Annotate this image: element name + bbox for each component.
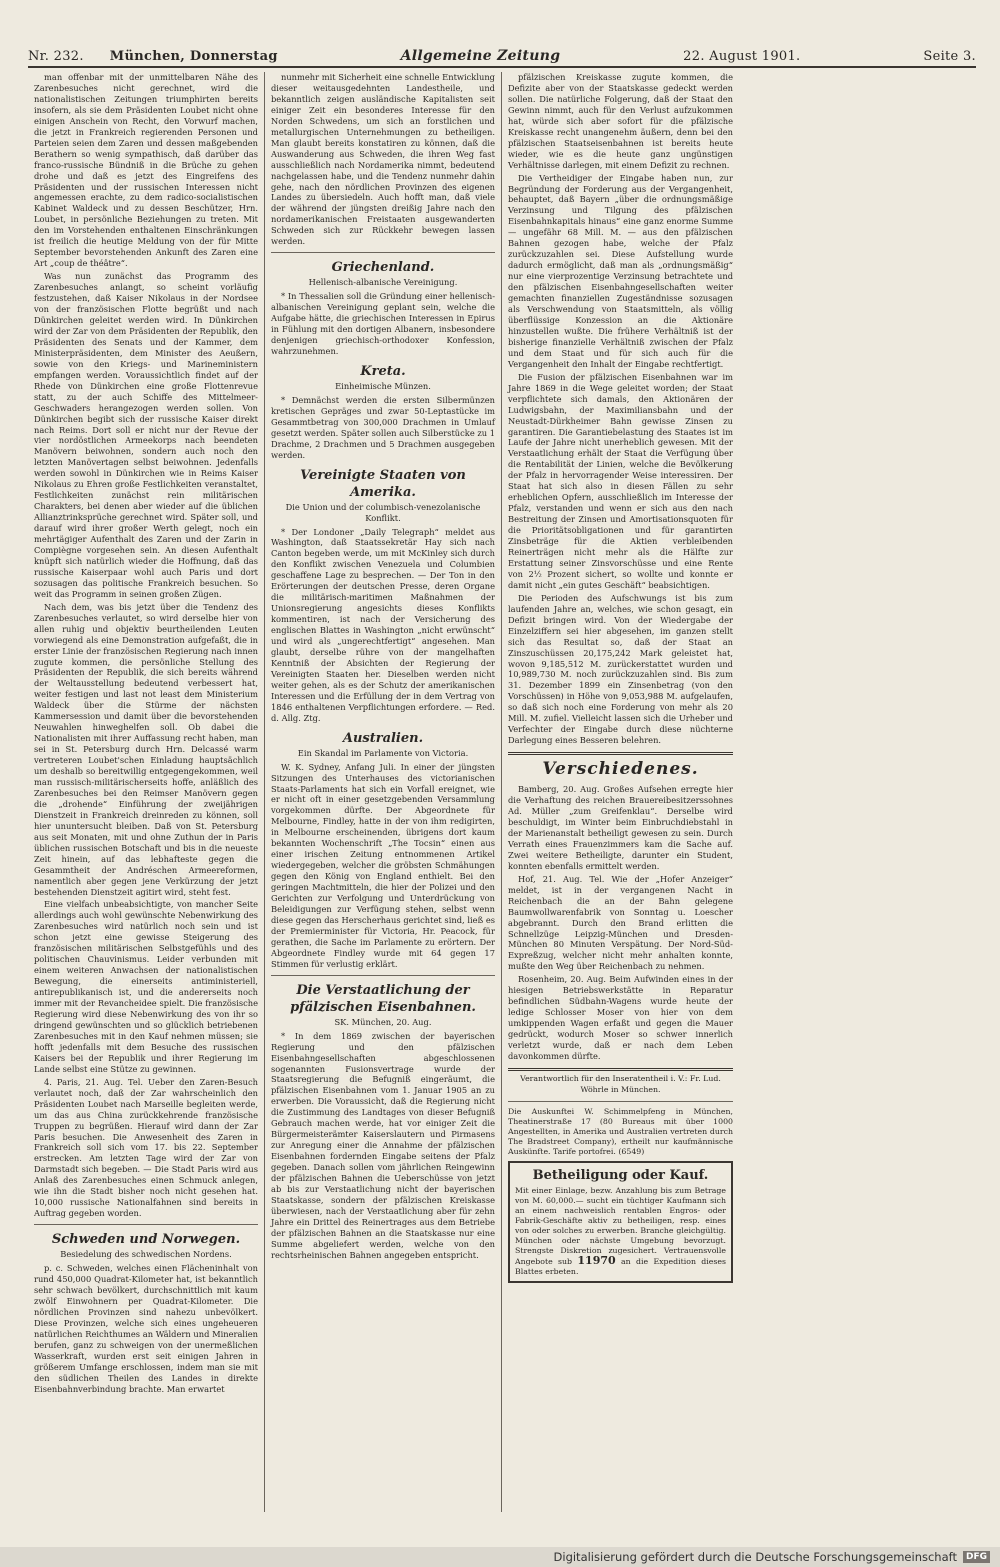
section-subheading: Einheimische Münzen. <box>335 380 431 391</box>
dateline: SK. München, 20. Aug. <box>334 1016 432 1027</box>
divider <box>508 752 733 755</box>
dfg-logo: DFG <box>963 1551 990 1563</box>
article-paragraph: Die Vertheidiger der Eingabe haben nun, zur Begründung der Forderung aus der Vergangenheit, behauptet, daß Bayern „über die ordnungsmäßige Verzinsung und Tilgung des pfälzischen Eisenbahnkapitals hinaus“ eine ganz enorme Summe — ungefähr 68 Mill. M. — aus den pfälzischen Bahnen gezogen habe, welche der Pfalz zurückzuzahlen sei. Diese Aufstellung wurde dadurch ermöglicht, daß man als „ordnungsmäßig“ nur eine vierprozentige Verzinsung betrachtete und den pfälzischen Eisenbahngesellschaften weiter gemachten finanziellen Zugeständnisse sozusagen als Verschwendung von Staatsmitteln, als völlig überflüssige Konzession an die Aktionäre hinzustellen wußte. Die frühere Verhältniß ist der bisherige finanzielle Verhältniß zwischen der Pfalz und dem Staat und für sich auch für die Vergangenheit den Inhalt der Eingabe rechtfertigt. <box>508 172 733 369</box>
section-subheading: Die Union und der columbisch-venezolanische Konflikt. <box>285 501 481 523</box>
footer-text: Digitalisierung gefördert durch die Deutsche Forschungsgemeinschaft <box>553 1550 957 1564</box>
divider <box>508 1101 733 1102</box>
article-paragraph: Nach dem, was bis jetzt über die Tendenz des Zarenbesuches verlautet, so wird derselbe hier von allen ruhig und objektiv beurtheilenden Leuten vorwiegend als eine Demonstration aufgefaßt, die in erster Linie der französischen Regierung nach innen zugute kommen, die persönliche Stellung des Präsidenten der Republik, die sich bereits während der Weltausstellung bedeutend verbessert hat, weiter festigen und last not least dem Ministerium Waldeck über die Stürme der nächsten Kammersession und damit über die bevorstehenden Neuwahlen hinweghelfen soll. Ob dabei die Nationalisten mit ihrer Auffassung recht haben, man sei in St. Petersburg durch Hrn. Delcassé warm vertreteren Loubet'schen Einladung hauptsächlich um deshalb so bereitwillig entgegengekommen, weil man russisch-militärischerseits hoffe, anläßlich des Zarenbesuches bei den Reimser Manövern gegen die „drohende“ Einführung der zweijährigen Dienstzeit in Frankreich dreinreden zu können, soll hier ununtersucht bleiben. Daß von St. Petersburg aus seit Monaten, mit und ohne Zuthun der in Paris üblichen russischen Botschaft und bis in die neueste Zeit hinein, auf das lebhafteste gegen die Gesammtheit der Andréschen Armeereformen, namentlich aber gegen jene Verkürzung der jetzt bestehenden Dienstzeit agitirt wird, steht fest. <box>34 601 258 897</box>
masthead <box>28 46 976 68</box>
news-item: Rosenheim, 20. Aug. Beim Aufwinden eines in der hiesigen Betriebswerkstätte in Reparatur befindlichen Südbahn-Wagens wurde heute der ledige Schlosser Moser von hier von dem umkippenden Wagen erfaßt und gegen die Mauer gedrückt, wodurch Moser so schwer innerlich verletzt wurde, daß er nach dem Leben davonkommen dürfte. <box>508 974 733 1062</box>
page-number: Seite 3. <box>923 48 976 64</box>
advertisement-title: Betheiligung oder Kauf. <box>532 1167 709 1183</box>
article-paragraph: W. K. Sydney, Anfang Juli. In einer der jüngsten Sitzungen des Unterhauses des victorianischen Staats-Parlaments hat sich ein Vorfall ereignet, wie er nicht oft in einer gesetzgebenden Versammlung vorgekommen dürfte. Der Abgeordnete für Melbourne, Findley, hatte in der von ihm redigirten, in Melbourne erscheinenden, übrigens dort kaum bekannten Wochenschrift „The Tocsin“ einen aus einer irischen Zeitung entnommenen Artikel wiedergegeben, welcher die gröbsten Schmähungen gegen den König von England enthielt. Bei den geringen Machtmitteln, die hier der Polizei und den Gerichten zur Verfolgung und Unterdrückung von Beleidigungen zur Verfügung stehen, selbst wenn diese gegen das Herscherhaus gerichtet sind, ließ es der Premierminister für Victoria, Hr. Peacock, für gerathen, die Sache im Parlamente zu erörtern. Der Abgeordnete Findley wurde mit 64 gegen 17 Stimmen für verlustig erklärt. <box>271 761 495 969</box>
column-1 <box>28 72 265 1512</box>
article-paragraph: pfälzischen Kreiskasse zugute kommen, die Defizite aber von der Staatskasse gedeckt werden sollen. Die natürliche Folgerung, daß der Staat den Gewinn nimmt, auch für den Verlust aufzukommen hat, würde sich aber sofort für die pfälzische Kreiskasse recht unangenehm äußern, denn bei den pfälzischen Staatseisenbahnen ist bereits heute wieder, wie es die heute ganz ungünstigen Verhältnisse darlegen, mit einem Defizit zu rechnen. <box>508 72 733 170</box>
article-columns <box>28 72 976 1512</box>
article-paragraph: 4. Paris, 21. Aug. Tel. Ueber den Zaren-Besuch verlautet noch, daß der Zar wahrscheinlich den Präsidenten Loubet nach Marseille begleiten werde, um das aus China zurückkehrende französische Truppen zu begrüßen. Hierauf wird dann der Zar Paris besuchen. Die Anwesenheit des Zaren in Frankreich soll sich vom 17. bis 22. September erstrecken. Am letzten Tage wird der Zar von Darmstadt sich begeben. — Die Stadt Paris wird aus Anlaß des Zarenbesuches einen Schmuck anlegen, wie ihn die Stadt bisher noch nicht gesehen hat. 10,000 russische Nationalfahnen sind bereits in Auftrag gegeben worden. <box>34 1076 258 1219</box>
masthead-left <box>28 49 278 64</box>
column-2 <box>265 72 502 1512</box>
advertisement-number: 11970 <box>577 1253 616 1267</box>
issue-number: Nr. 232. <box>28 48 84 64</box>
digitization-footer <box>0 1547 1000 1567</box>
column-3 <box>502 72 739 1512</box>
article-paragraph: man offenbar mit der unmittelbaren Nähe des Zarenbesuches nicht gerechnet, wird die nationalistischen Zeitungen triumphirten bereits insofern, als sie dem Präsidenten Loubet nicht ohne einigen Anschein von Recht, den Vorwurf machen, die jetzt in Frankreich regierenden Personen und Parteien seien dem Zaren und dessen maßgebenden Berathern so wenig sympathisch, daß darüber das franco-russische Bündniß in die Brüche zu gehen drohe und daß es jetzt des Eingreifens des Präsidenten und der russischen Interessen nicht angemessen erachte, zu dem radico-socialistischen Kabinet Waldeck und zu dessen Beschützer, Hrn. Loubet, in persönliche Beziehungen zu treten. Mit den im Vorstehenden enthaltenen Einschränkungen ist freilich die heutige Meldung von der für Mitte September bevorstehenden Ankunft des Zaren eine Art „coup de théâtre“. <box>34 72 258 269</box>
advertisement-body: Mit einer Einlage, bezw. Anzahlung bis zum Betrage von M. 60,000.— sucht ein tüchtiger Kaufmann sich an einem nachweislich rentablen Engros- oder Fabrik-Geschäfte aktiv zu betheiligen, resp. eines von oder solches zu erwerben. Branche gleichgültig. München oder nächste Umgebung bevorzugt. Strengste Diskretion zugesichert. Vertrauensvolle Angebote sub <box>515 1185 726 1266</box>
advertisement: Die Auskunftei W. Schimmelpfeng in München, Theatinerstraße 17 (80 Bureaus mit über 1000 Angestellten, in Amerika und Australien vertreten durch The Bradstreet Company), ertheilt nur kaufmännische Auskünfte. Tarife portofrei. (6549) <box>508 1106 733 1156</box>
news-item: Hof, 21. Aug. Tel. Wie der „Hofer Anzeiger“ meldet, ist in der vergangenen Nacht in Reichenbach die an der Bahn gelegene Baumwollwarenfabrik von Sonntag u. Loescher abgebrannt. Durch den Brand erlitten die Schnellzüge Leipzig-München und Dresden-München 80 Minuten Verspätung. Der Nord-Süd-Expreßzug, welcher nicht mehr anhalten konnte, mußte den Weg über Reichenbach zu nehmen. <box>508 873 733 972</box>
section-heading-railways: Die Verstaatlichung der pfälzischen Eisenbahnen. <box>290 982 476 1015</box>
section-heading-greece: Griechenland. <box>331 260 435 276</box>
section-heading-australia: Australien. <box>342 730 424 746</box>
article-paragraph: Eine vielfach unbeabsichtigte, von mancher Seite allerdings auch wohl gewünschte Nebenwirkung des Zarenbesuches wird natürlich noch sein und ist schon jetzt eine gewisse Steigerung des französischen militärischen Selbstgefühls und des politischen Chauvinismus. Leider verbunden mit einem weiteren Anwachsen der nationalistischen Bewegung, die einerseits antiministeriell, antirepublikanisch ist, und die andererseits noch immer mit der Revancheidee spielt. Die französische Regierung wird diese Nebenwirkung des von ihr so dringend gewünschten und so glücklich betriebenen Zarenbesuches mit in den Kauf nehmen müssen; sie hofft jedenfalls mit dem Besuche des russischen Kaisers bei der Republik und ihrer Regierung im Lande selbst eine Stütze zu gewinnen. <box>34 899 258 1074</box>
advertisement-ending: an die Expedition dieses Blattes erbeten. <box>515 1256 727 1276</box>
article-paragraph: * Der Londoner „Daily Telegraph“ meldet aus Washington, daß Staatssekretär Hay sich nach Canton begeben werde, um mit McKinley sich durch den Konflikt zwischen Venezuela und Columbien geschaffene Lage zu besprechen. — Der Ton in den Erörterungen der deutschen Presse, deren Organe die militärisch-maritimen Maßnahmen der Unionsregierung angesichts dieses Konflikts kommentiren, ist nach der Versicherung des englischen Blattes in Washington „nicht erwünscht“ und wird als „ungerechtfertigt“ angesehen. Man glaubt, derselbe rühre von der mangelhaften Kenntniß der Absichten der Regierung der Vereinigten Staaten her. Dieselben werden nicht weiter gehen, als es der Schutz der amerikanischen Interessen und die Erfüllung der in dem Vertrag von 1846 enthaltenen Verpflichtungen erfordere. — Red. d. Allg. Ztg. <box>271 526 495 723</box>
newspaper-title: Allgemeine Zeitung <box>400 48 561 64</box>
section-subheading: Besiedelung des schwedischen Nordens. <box>60 1249 232 1260</box>
section-heading-miscellaneous: Verschiedenes. <box>542 759 699 780</box>
article-paragraph: Die Fusion der pfälzischen Eisenbahnen war im Jahre 1869 in die Wege geleitet worden; der Staat verpflichtete sich damals, den Aktionären der Ludwigsbahn, der Maximiliansbahn und der Neustadt-Dürkheimer Bahn gewisse Zinsen zu garantiren. Die Garantiebelastung des Staates ist im Laufe der Jahre nicht unerheblich gewesen. Mit der Verstaatlichung erhält der Staat die Verfügung über die Rentabilität der Linien, welche die Bevölkerung der Pfalz in hervorragender Weise interessiren. Der Staat hat sich also in diesen Fällen zu sehr erheblichen Opfern, ausschließlich im Interesse der Pfalz, verstanden und wenn er sich aus den nach Bestreitung der Zinsen und Amortisationsquoten für die Prioritätsobligationen und für garantirten Zinsbeträge für die Aktien verbleibenden Reinerträgen nicht mehr als die Hälfte zur Erstattung seiner Zinsvorschüsse und eine Rente von 2½ Prozent sichert, so wollte und konnte er damit nicht „ein gutes Geschäft“ beabsichtigen. <box>508 371 733 590</box>
responsibility-note: Verantwortlich für den Inseratentheil i. V.: Fr. Lud. Wöhrle in München. <box>520 1073 721 1094</box>
city-date: München, Donnerstag <box>109 48 278 64</box>
section-heading-sweden: Schweden und Norwegen. <box>51 1232 241 1248</box>
section-heading-crete: Kreta. <box>360 363 406 379</box>
article-paragraph: nunmehr mit Sicherheit eine schnelle Entwicklung dieser weitausgedehnten Landestheile, und bekanntlich zeigen ausländische Kapitalisten seit einiger Zeit ein besonderes Interesse für den Norden Schwedens, um sich an forstlichen und metallurgischen Unternehmungen zu betheiligen. Man glaubt bereits konstatiren zu können, daß die Auswanderung aus Schweden, die ihren Weg fast ausschließlich nach Nordamerika nimmt, bedeutend nachgelassen habe, und die Tendenz nunmehr dahin gehe, nach den nördlichen Provinzen des eigenen Landes zu übersiedeln. Auch hofft man, daß viele der während der jüngsten dreißig Jahre nach den nordamerikanischen Freistaaten ausgewanderten Schweden sich zur Rückkehr bewegen lassen werden. <box>271 72 495 247</box>
article-paragraph: * In dem 1869 zwischen der bayerischen Regierung und den pfälzischen Eisenbahngesellschaften abgeschlossenen sogenannten Fusionsvertrage wurde der Staatsregierung die Befugniß eingeräumt, die pfälzischen Eisenbahnen vom 1. Januar 1905 an zu erwerben. Die Voraussicht, daß die Regierung nicht die Zustimmung des Landtages von dieser Befugniß Gebrauch machen werde, hat vor einiger Zeit die Bürgermeisterämter Kaiserslautern und Pirmasens zur Anregung einer die Annahme der pfälzischen Eisenbahnen fordernden Eingabe seitens der Pfalz gegeben. Danach sollen vom jährlichen Reingewinn der pfälzischen Bahnen die Ueberschüsse von jetzt ab bis zur Verstaatlichung nicht der bayerischen Staatskasse, sondern der pfälzischen Kreiskasse überwiesen, nach der Verstaatlichung aber für zehn Jahre ein Drittel des Reinertrages aus dem Betriebe der pfälzischen Bahnen an die Staatskasse nur eine Summe abgeliefert werden, welche von den rechtsrheinischen Bahnen angegeben entspricht. <box>271 1030 495 1260</box>
news-item: Bamberg, 20. Aug. Großes Aufsehen erregte hier die Verhaftung des reichen Brauereibesitzerssohnes Ad. Müller „zum Greifenklau“. Derselbe wird beschuldigt, im Winter beim Einbruchdiebstahl in der Marienanstalt betheiligt gewesen zu sein. Durch Verrath eines Frauenzimmers kam die Sache auf. Zwei weitere Betheiligte, darunter ein Student, konnten ebenfalls ermittelt werden. <box>508 784 733 871</box>
article-paragraph: Die Perioden des Aufschwungs ist bis zum laufenden Jahre an, welches, wie schon gesagt, ein Defizit bringen wird. Von der Wiedergabe der Einzelziffern sei hier abgesehen, im ganzen stellt sich das Resultat so, daß der Staat an Zinszuschüssen 20,175,242 Mark geleistet hat, wovon 9,185,512 M. zurückerstattet wurden und 10,989,730 M. noch zurückzuzahlen sind. Bis zum 31. Dezember 1899 ein Zinsenbetrag (von den Vorschüssen) in Höhe von 9,053,988 M. aufgelaufen, so daß sich noch eine Forderung von mehr als 20 Mill. M. zufiel. Vielleicht lassen sich die Urheber und Verfechter der Eingabe durch diese nüchterne Darlegung eines Besseren belehren. <box>508 592 733 746</box>
divider <box>508 1068 733 1071</box>
divider <box>271 975 495 976</box>
article-paragraph: * Demnächst werden die ersten Silbermünzen kretischen Gepräges und zwar 50-Leptastücke im Gesammtbetrag von 300,000 Drachmen in Umlauf gesetzt werden. Später sollen auch Silberstücke zu 1 Drachme, 2 Drachmen und 5 Drachmen ausgegeben werden. <box>271 394 496 460</box>
divider <box>34 1224 258 1225</box>
issue-date: 22. August 1901. <box>683 48 801 64</box>
article-paragraph: Was nun zunächst das Programm des Zarenbesuches anlangt, so scheint vorläufig festzustehen, daß Kaiser Nikolaus in der Nordsee von der französischen Flotte begrüßt und nach Dünkirchen geleitet werden wird. In Dünkirchen wird der Zar von dem Präsidenten der Republik, den Präsidenten des Senats und der Kammer, dem Ministerpräsidenten, dem Minister des Aeußern, sowie von den Kriegs- und Marineministern empfangen werden. Voraussichtlich findet auf der Rhede von Dünkirchen eine große Flottenrevue statt, zu der auch Schiffe des Mittelmeer-Geschwaders herangezogen werden sollen. Von Dünkirchen begibt sich der russische Kaiser direkt nach Reims. Dort soll er nicht nur der Revue der vier nordöstlichen Armeekorps nach beendeten Manövern beiwohnen, sondern auch noch den letzten Manövertagen selbst beiwohnen. Jedenfalls werden sowohl in Dünkirchen wie in Reims Kaiser Nikolaus zu Ehren große Festlichkeiten veranstaltet, Festlichkeiten zunächst rein militärischen Charakters, bei denen aber wieder auf die üblichen Allianztrinksprüche gerechnet wird. Später soll, und darauf wird ihrer großer Werth gelegt, noch ein mehrtägiger Aufenthalt des Zaren und der Zarin in Compiègne vorgesehen sein. An diesen Aufenthalt knüpft sich natürlich wieder die Hoffnung, daß das russische Kaiserpaar wohl auch Paris und dort sozusagen das politische Frankreich besuchen. So weit das Programm in seinen großen Zügen. <box>34 271 258 599</box>
section-subheading: Ein Skandal im Parlamente von Victoria. <box>297 747 469 758</box>
section-heading-usa: Vereinigte Staaten von Amerika. <box>300 467 466 500</box>
article-paragraph: p. c. Schweden, welches einen Flächeninhalt von rund 450,000 Quadrat-Kilometer hat, ist bekanntlich sehr schwach bevölkert, durchschnittlich mit kaum zwölf Einwohnern per Quadrat-Kilometer. Die nördlichen Provinzen sind nahezu unbevölkert. Diese Provinzen, welche sich eines ungeheueren natürlichen Reichthumes an Wäldern und Mineralien berufen, ganz zu schweigen von der unermeßlichen Wasserkraft, wurden erst seit einigen Jahren in größerem Umfange erschlossen, indem man sie mit den südlichen Theilen des Landes in direkte Eisenbahnverbindung brachte. Man erwartet <box>34 1263 258 1394</box>
divider <box>271 252 495 253</box>
advertisement-box <box>508 1161 733 1283</box>
section-subheading: Hellenisch-albanische Vereinigung. <box>308 277 458 288</box>
article-paragraph: * In Thessalien soll die Gründung einer hellenisch-albanischen Vereinigung geplant sein, welche die Aufgabe hätte, die griechischen Interessen in Epirus in Fühlung mit den dortigen Albanern, insbesondere denjenigen griechisch-orthodoxer Konfession, wahrzunehmen. <box>271 291 495 356</box>
